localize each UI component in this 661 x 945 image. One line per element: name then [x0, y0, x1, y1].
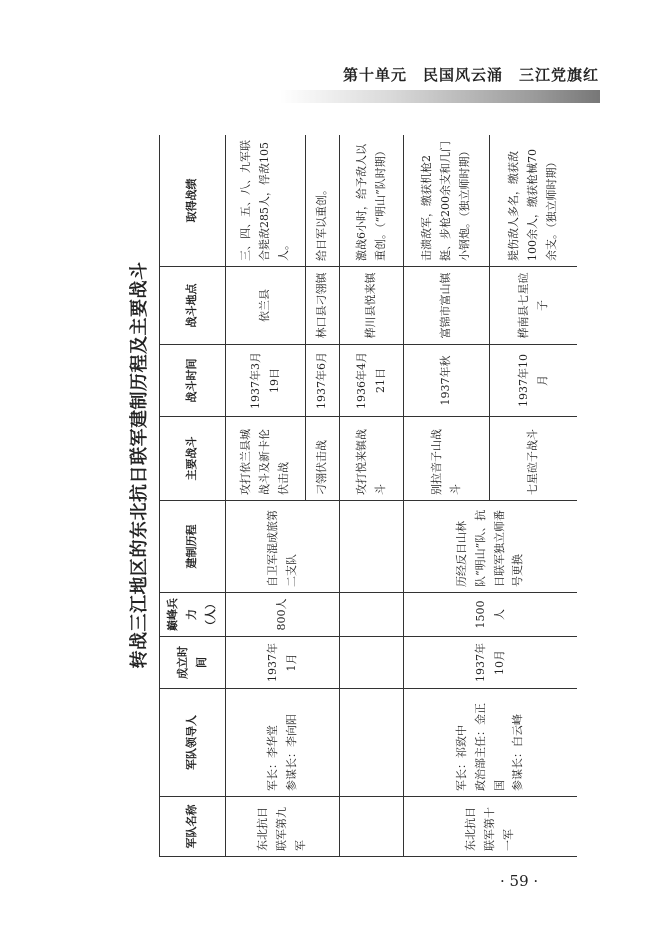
- eleventh-army-history: 历经反日山林队“明山”队、抗日联军独立师番号更换: [404, 501, 578, 593]
- header-army-name: 军队名称: [160, 797, 226, 857]
- page-title-text: 转战三江地区的东北抗日联军建制历程及主要战斗: [129, 261, 150, 669]
- army-table-rotated: [159, 135, 577, 857]
- header-result: 取得战绩: [160, 135, 226, 267]
- battle-result-cell: 给日军以重创。: [306, 135, 340, 267]
- battle-result-cell: 三、四、五、八、九军联合毙敌285人，俘敌105人。: [226, 135, 306, 267]
- header-founded: 成立时间: [160, 637, 226, 689]
- table-header-row: [160, 135, 226, 857]
- battle-time-cell: 1936年4月21日: [340, 345, 404, 417]
- empty-cell: [340, 593, 404, 637]
- table-row: [226, 135, 306, 857]
- empty-cell: [340, 689, 404, 797]
- header-battle: 主要战斗: [160, 417, 226, 501]
- battle-time-cell: 1937年秋: [404, 345, 490, 417]
- ninth-army-leaders: 军长：李华堂 参谋长：李向阳: [226, 689, 340, 797]
- battle-cell: 攻打依兰县城战斗及新卡伦伏击战: [226, 417, 306, 501]
- battle-place-cell: 林口县刁翎镇: [306, 267, 340, 345]
- battle-result-cell: 毙伤敌人多名，缴获敌100余人，缴获枪械70余支。（独立师时期）: [490, 135, 578, 267]
- eleventh-army-leaders: 军长：祁致中 政治部主任：金正国 参谋长：白云峰: [404, 689, 578, 797]
- battle-place-cell: 桦川县悦来镇: [340, 267, 404, 345]
- empty-cell: [340, 797, 404, 857]
- ninth-army-name: 东北抗日联军第九军: [226, 797, 340, 857]
- battle-time-cell: 1937年3月19日: [226, 345, 306, 417]
- battle-time-cell: 1937年10月: [490, 345, 578, 417]
- ninth-army-peak-force: 800人: [226, 593, 340, 637]
- battle-time-cell: 1937年6月: [306, 345, 340, 417]
- eleventh-army-founded: 1937年10月: [404, 637, 578, 689]
- running-header: [0, 60, 661, 110]
- battle-place-cell: 桦南县七星砬子: [490, 267, 578, 345]
- header-leaders: 军队领导人: [160, 689, 226, 797]
- army-table-container: [159, 135, 577, 857]
- battle-place-cell: 依兰县: [226, 267, 306, 345]
- header-battle-place: 战斗地点: [160, 267, 226, 345]
- running-title: 第十单元 民国风云涌 三江党旗红: [342, 66, 599, 84]
- header-peak-force: 巅峰兵力（人）: [160, 593, 226, 637]
- table-row: [340, 135, 404, 857]
- eleventh-army-name: 东北抗日联军第十一军: [404, 797, 578, 857]
- battle-result-cell: 击溃敌军，缴获机枪2挺、步枪200余支和几门小钢炮。（独立师时期）: [404, 135, 490, 267]
- army-table: [159, 135, 577, 857]
- battle-place-cell: 富锦市富山镇: [404, 267, 490, 345]
- battle-cell: 别拉音子山战斗: [404, 417, 490, 501]
- ninth-army-founded: 1937年1月: [226, 637, 340, 689]
- table-row: [404, 135, 490, 857]
- ninth-army-history: 自卫军混成旅第二支队: [226, 501, 340, 593]
- eleventh-army-peak-force: 1500人: [404, 593, 578, 637]
- battle-cell: 七星砬子战斗: [490, 417, 578, 501]
- header-history: 建制历程: [160, 501, 226, 593]
- header-gradient-bar: [280, 90, 600, 103]
- battle-cell: 刁翎伏击战: [306, 417, 340, 501]
- empty-cell: [340, 501, 404, 593]
- header-battle-time: 战斗时间: [160, 345, 226, 417]
- battle-cell: 攻打悦来镇战斗: [340, 417, 404, 501]
- page-number: · 59 ·: [500, 872, 539, 890]
- battle-result-cell: 激战6小时，给予敌人以重创。（“明山”队时期）: [340, 135, 404, 267]
- empty-cell: [340, 637, 404, 689]
